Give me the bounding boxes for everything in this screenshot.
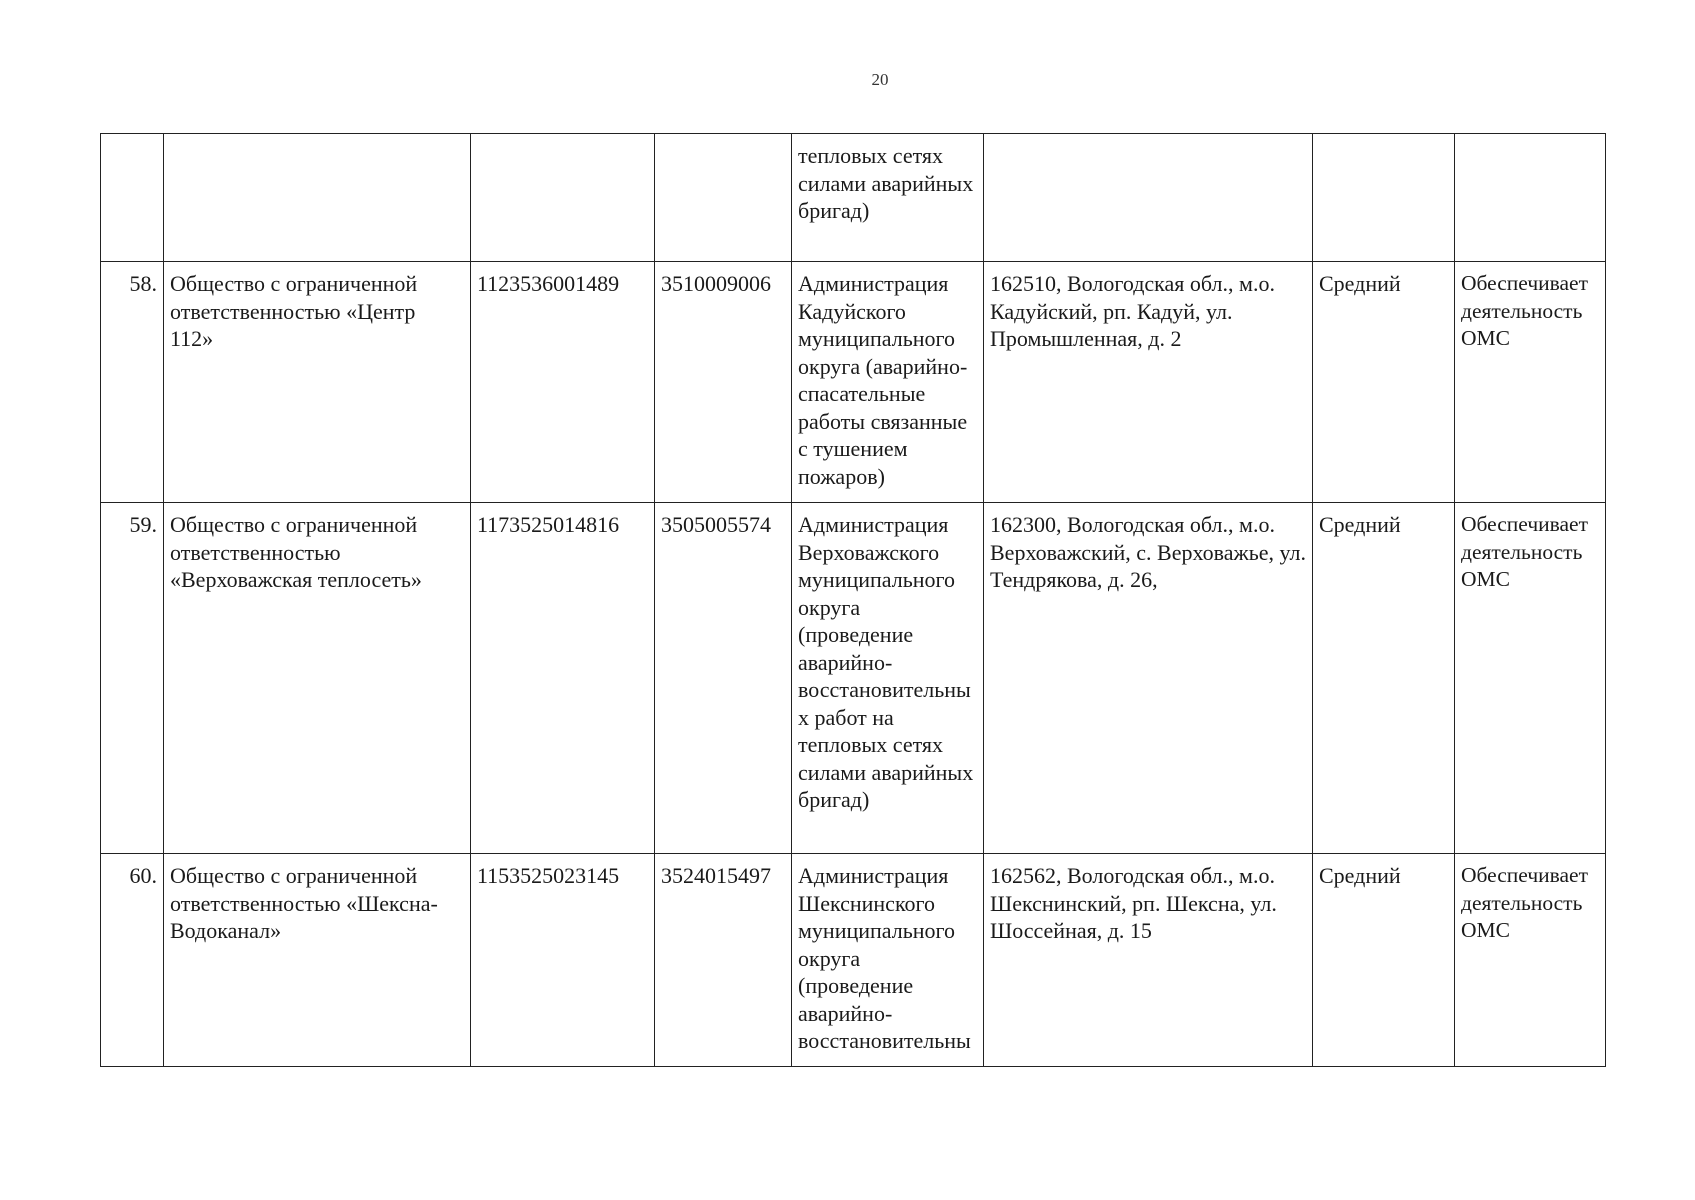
inn-value: 3524015497	[655, 854, 792, 1067]
table-row	[101, 262, 1606, 503]
activity-text: Администрация Шекснинского муниципального округа (проведение аварийно-восстановительны	[792, 854, 984, 1067]
organization-name: Общество с ограниченной ответственностью «Шексна-Водоканал»	[164, 854, 471, 1067]
note-text: Обеспечивает деятельность ОМС	[1455, 854, 1606, 1067]
page-number: 20	[871, 70, 889, 89]
address-text: 162510, Вологодская обл., м.о. Кадуйский, рп. Кадуй, ул. Промышленная, д. 2	[984, 262, 1313, 503]
organization-name: Общество с ограниченной ответственностью «Центр 112»	[164, 262, 471, 503]
activity-text: Администрация Верховажского муниципального округа (проведение аварийно-восстановительных работ на тепловых сетях силами аварийных бригад)	[792, 503, 984, 854]
row-number: 60.	[101, 854, 164, 1067]
row-number: 59.	[101, 503, 164, 854]
inn-value: 3510009006	[655, 262, 792, 503]
note-text: Обеспечивает деятельность ОМС	[1455, 262, 1606, 503]
activity-text: Администрация Кадуйского муниципального округа (аварийно-спасательные работы связанные с тушением пожаров)	[792, 262, 984, 503]
risk-level: Средний	[1313, 854, 1455, 1067]
cell-name	[164, 134, 471, 262]
cell-risk	[1313, 134, 1455, 262]
table-row-continuation	[101, 134, 1606, 262]
cell-ogrn	[471, 134, 655, 262]
row-number: 58.	[101, 262, 164, 503]
risk-level: Средний	[1313, 262, 1455, 503]
note-text: Обеспечивает деятельность ОМС	[1455, 503, 1606, 854]
risk-level: Средний	[1313, 503, 1455, 854]
registry-table	[100, 133, 1606, 1067]
ogrn-value: 1123536001489	[471, 262, 655, 503]
cell-num	[101, 134, 164, 262]
ogrn-value: 1153525023145	[471, 854, 655, 1067]
cell-activity: тепловых сетях силами аварийных бригад)	[792, 134, 984, 262]
organization-name: Общество с ограниченной ответственностью «Верховажская теплосеть»	[164, 503, 471, 854]
cell-note	[1455, 134, 1606, 262]
table-row	[101, 854, 1606, 1067]
address-text: 162562, Вологодская обл., м.о. Шекснинский, рп. Шексна, ул. Шоссейная, д. 15	[984, 854, 1313, 1067]
table-row	[101, 503, 1606, 854]
address-text: 162300, Вологодская обл., м.о. Верховажский, с. Верховажье, ул. Тендрякова, д. 26,	[984, 503, 1313, 854]
cell-address	[984, 134, 1313, 262]
cell-inn	[655, 134, 792, 262]
inn-value: 3505005574	[655, 503, 792, 854]
ogrn-value: 1173525014816	[471, 503, 655, 854]
